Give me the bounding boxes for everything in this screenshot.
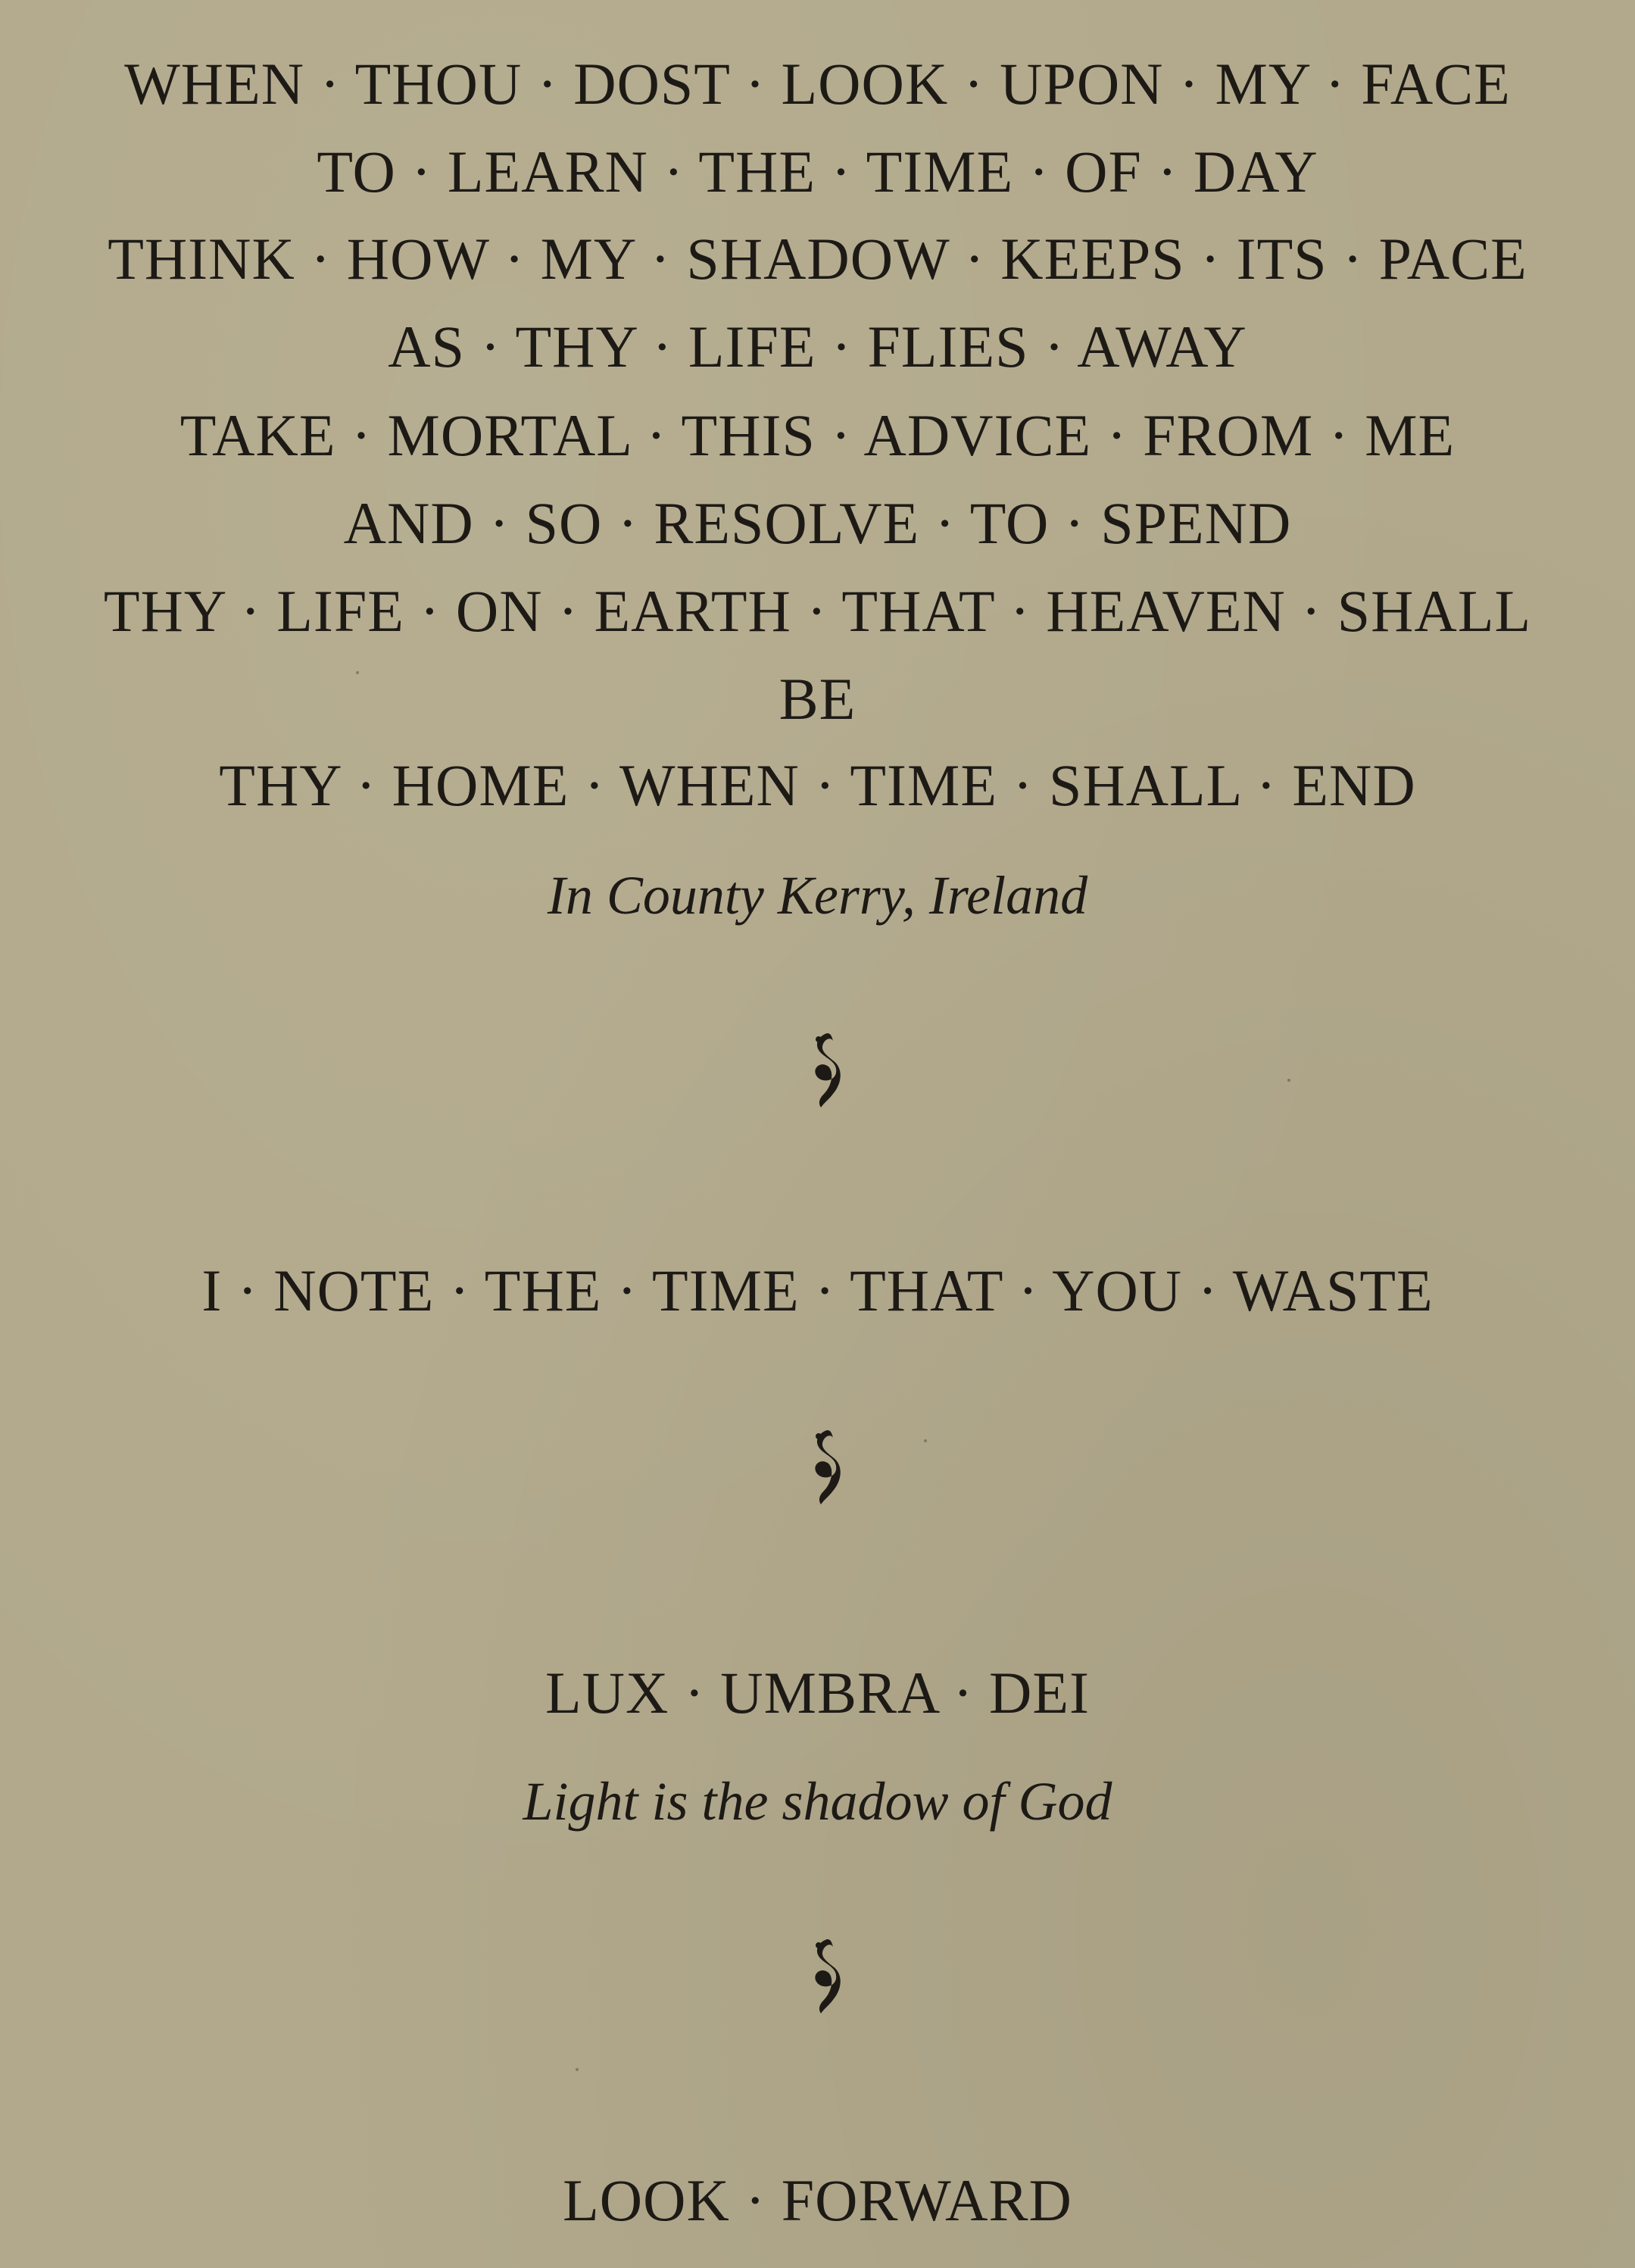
poem-line-3: THINK · HOW · MY · SHADOW · KEEPS · ITS · PACE [108, 226, 1527, 292]
poem-line-6: AND · SO · RESOLVE · TO · SPEND [343, 490, 1292, 556]
poem-line-7: THY · LIFE · ON · EARTH · THAT · HEAVEN · SHALL [103, 578, 1532, 644]
paper-speck [356, 671, 359, 674]
motto-look-forward: LOOK · FORWARD [563, 2167, 1072, 2233]
poem-line-9: THY · HOME · WHEN · TIME · SHALL · END [219, 752, 1416, 818]
fleuron-ornament-icon [798, 1426, 851, 1509]
paper-speck [924, 1439, 927, 1442]
fleuron-ornament-icon [798, 1029, 851, 1112]
motto-translation: Light is the shadow of God [523, 1771, 1112, 1832]
poem-line-1: WHEN · THOU · DOST · LOOK · UPON · MY · FACE [124, 51, 1511, 117]
poem-line-2: TO · LEARN · THE · TIME · OF · DAY [317, 139, 1318, 205]
poem-line-8: BE [778, 666, 857, 732]
poem-line-4: AS · THY · LIFE · FLIES · AWAY [388, 314, 1247, 380]
poem-attribution: In County Kerry, Ireland [547, 865, 1088, 926]
paper-speck [576, 2068, 579, 2071]
motto-lux-umbra-dei: LUX · UMBRA · DEI [545, 1660, 1090, 1726]
paper-speck [1287, 1079, 1290, 1082]
poem-line-5: TAKE · MORTAL · THIS · ADVICE · FROM · ME [179, 402, 1456, 468]
motto-note-time: I · NOTE · THE · TIME · THAT · YOU · WASTE [201, 1257, 1434, 1323]
fleuron-ornament-icon [798, 1935, 851, 2018]
